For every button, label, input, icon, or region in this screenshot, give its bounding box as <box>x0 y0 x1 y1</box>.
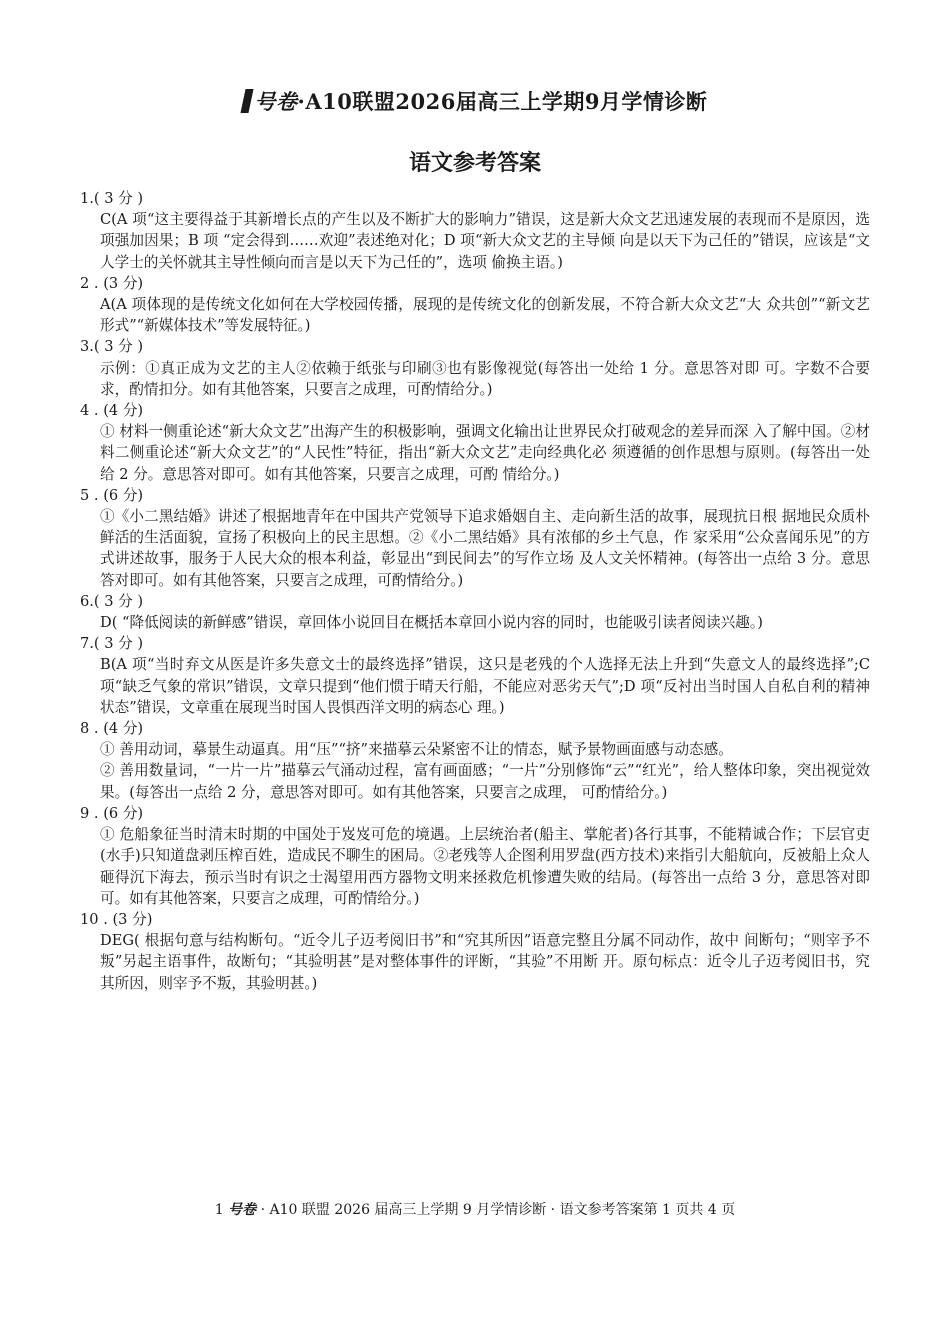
answer-body <box>100 506 870 591</box>
answer-list <box>80 188 870 994</box>
page-footer <box>0 1199 950 1219</box>
answer-item <box>80 336 870 400</box>
header-separator: · <box>297 89 306 114</box>
question-label: 4 . (4 分) <box>80 402 144 420</box>
answer-body <box>100 654 870 718</box>
question-label: 5 . (6 分) <box>80 486 144 504</box>
answer-paragraph: C(A 项“这主要得益于其新增长点的产生以及不断扩大的影响力”错误，这是新大众文艺迅速发展的表现而不是原因，选项强加因果；B 项 “定会得到……欢迎”表述绝对化；D 项“新大众文艺的主导倾 向是以天下为己任的”错误，应该是“文人学士的关怀就其主导性倾向而言是以天下为己任的”，选项 偷换主语。) <box>100 211 870 271</box>
answer-paragraph: DEG( 根据句意与结构断句。“近令儿子迈考阅旧书”和“究其所因”语意完整且分属不同动作，故中 间断句；“则宰予不叛”另起主语事件，故断句；“其验明甚”是对整体事件的评断，“其验”不用断 开。原句标点：近令儿子迈考阅旧书，究其所因，则宰予不叛，其验明甚。) <box>100 932 870 992</box>
question-label: 10 . (3 分) <box>80 910 153 928</box>
answer-body <box>100 294 870 336</box>
footer-page-number: 1 <box>214 1202 224 1218</box>
answer-item <box>80 718 870 803</box>
footer-text: · A10 联盟 2026 届高三上学期 9 月学情诊断 · 语文参考答案第 1 页共 4 页 <box>260 1202 736 1218</box>
page-title: 语文参考答案 <box>408 150 541 176</box>
answer-item <box>80 591 870 633</box>
question-label: 1.( 3 分 ) <box>80 190 144 207</box>
question-label: 7.( 3 分 ) <box>80 635 144 653</box>
answer-paragraph: A(A 项体现的是传统文化如何在大学校园传播，展现的是传统文化的创新发展，不符合新大众文艺“大 众共创”“新文艺形式”“新媒体技术”等发展特征。) <box>100 296 870 335</box>
answer-paragraph: ① 善用动词，摹景生动逼真。用“压”“挤”来描摹云朵紧密不让的情态，赋予景物画面感与动态感。 <box>100 741 733 759</box>
answer-paragraph: D( “降低阅读的新鲜感”错误，章回体小说回目在概括本章回小说内容的同时，也能吸引读者阅读兴趣。) <box>100 614 763 632</box>
answer-body <box>100 209 870 273</box>
footer-brand: 号卷 <box>228 1202 257 1218</box>
answer-item <box>80 273 870 337</box>
answer-paragraph: 示例：①真正成为文艺的主人②依赖于纸张与印刷③也有影像视觉(每答出一处给 1 分。意思答对即 可。字数不合要求，酌情扣分。如有其他答案，只要言之成理，可酌情给分。) <box>100 359 870 398</box>
header-exam-title: A10联盟2026届高三上学期9月学情诊断 <box>305 89 708 114</box>
answer-paragraph: ①《小二黑结婚》讲述了根据地青年在中国共产党领导下追求婚姻自主、走向新生活的故事，展现抗日根 据地民众质朴鲜活的生活面貌，宣扬了积极向上的民主思想。②《小二黑结婚》具有浓郁的乡土气息，作 家采用“公众喜闻乐见”的方式讲述故事，服务于人民大众的根本利益，彰显出“到民间去”的写作立场 及人文关怀精神。(每答出一点给 3 分。意思答对即可。如有其他答案，只要言之成理，可酌情给分。) <box>100 508 870 589</box>
answer-paragraph: ① 危船象征当时清末时期的中国处于岌岌可危的境遇。上层统治者(船主、掌舵者)各行其事，不能精诚合作；下层官吏(水手)只知道盘剥压榨百姓，造成民不聊生的困局。②老残等人企图利用罗盘(西方技术)来指引大船航向，反被船上众人砸得沉下海去，预示当时有识之士渴望用西方器物文明来拯救危机惨遭失败的结局。(每答出一点给 3 分，意思答对即可。如有其他答案，只要言之成理，可酌情给分。) <box>100 826 870 907</box>
exam-header <box>0 86 950 116</box>
question-label: 8 . (4 分) <box>80 720 144 738</box>
question-label: 3.( 3 分 ) <box>80 338 144 356</box>
answer-paragraph: ① 材料一侧重论述“新大众文艺”出海产生的积极影响，强调文化输出让世界民众打破观念的差异而深 入了解中国。②材料二侧重论述“新大众文艺”的“人民性”特征，指出“新大众文艺”走向经典化必 须遵循的创作思想与原则。(每答出一处给 2 分。意思答对即可。如有其他答案，只要言之成理，可酌 情给分。) <box>100 423 870 483</box>
brand-logo-mark <box>240 89 253 113</box>
answer-body <box>100 739 870 803</box>
answer-item <box>80 485 870 591</box>
answer-paragraph: ② 善用数量词，“一片一片”描摹云气涌动过程，富有画面感；“一片”分别修饰“云”“红光”，给人整体印象，突出视觉效果。(每答出一点给 2 分，意思答对即可。如有其他答案，只要言之成理， 可酌情给分。) <box>100 762 870 801</box>
answer-body <box>100 930 870 994</box>
question-label: 2 . (3 分) <box>80 274 144 292</box>
answer-item <box>80 400 870 485</box>
header-brand: 号卷 <box>254 89 298 114</box>
answer-body <box>100 358 870 400</box>
question-label: 6.( 3 分 ) <box>80 592 144 610</box>
answer-body <box>100 824 870 909</box>
answer-body <box>100 612 870 633</box>
answer-item <box>80 803 870 909</box>
answer-paragraph: B(A 项“当时弃文从医是许多失意文士的最终选择”错误，这只是老残的个人选择无法上升到“失意文人的最终选择”;C 项“缺乏气象的常识”错误，文章只提到“他们惯于晴天行船，不能应对恶劣天气”;D 项“反衬出当时国人自私自利的精神状态”错误，文章重在展现当时国人畏惧西洋文明的病态心 理。) <box>100 656 870 716</box>
question-label: 9 . (6 分) <box>80 804 144 822</box>
answer-item <box>80 188 870 273</box>
answer-body <box>100 421 870 485</box>
answer-item <box>80 909 870 994</box>
answer-item <box>80 633 870 718</box>
